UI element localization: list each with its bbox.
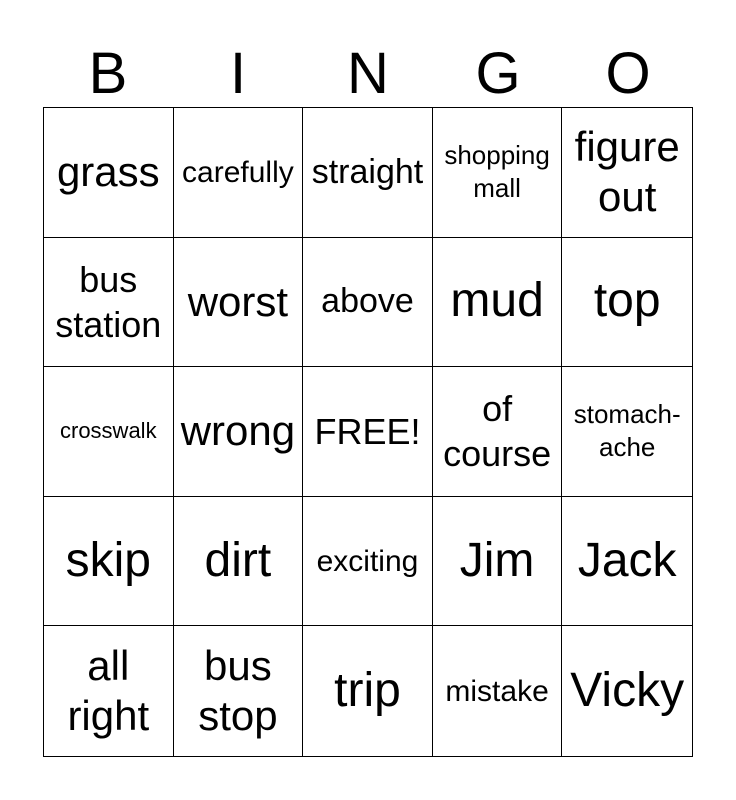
bingo-cell[interactable] — [303, 108, 433, 238]
bingo-cell[interactable] — [44, 626, 174, 756]
bingo-cell[interactable] — [303, 626, 433, 756]
cell-text: straight — [311, 152, 424, 191]
cell-text: Jack — [577, 533, 677, 587]
header-letter-i: I — [229, 41, 247, 106]
cell-text: mud — [450, 274, 544, 328]
cell-text: trip — [334, 663, 401, 717]
bingo-cell[interactable] — [562, 626, 692, 756]
bingo-cell[interactable] — [562, 238, 692, 368]
free-space[interactable] — [303, 367, 433, 497]
bingo-cell[interactable] — [174, 238, 304, 368]
cell-text: worst — [187, 277, 289, 325]
bingo-cell[interactable] — [433, 108, 563, 238]
cell-text: Jim — [459, 533, 535, 587]
cell-text: bus stop — [198, 641, 278, 740]
header-letter-n: N — [347, 41, 389, 106]
bingo-board — [43, 107, 693, 757]
bingo-cell[interactable] — [44, 367, 174, 497]
cell-text: bus station — [55, 258, 162, 345]
cell-text: mistake — [445, 674, 549, 708]
header-letter-b: B — [88, 41, 128, 106]
cell-text: stomach-ache — [573, 398, 681, 463]
cell-text: wrong — [180, 407, 296, 455]
cell-text: FREE! — [314, 410, 421, 452]
cell-text: above — [321, 282, 414, 321]
bingo-cell[interactable] — [174, 108, 304, 238]
bingo-cell[interactable] — [303, 497, 433, 627]
cell-text: skip — [65, 533, 151, 587]
bingo-cell[interactable] — [174, 367, 304, 497]
bingo-cell[interactable] — [433, 238, 563, 368]
cell-text: grass — [56, 148, 160, 196]
bingo-cell[interactable] — [433, 497, 563, 627]
cell-text: shopping mall — [444, 139, 550, 204]
bingo-cell[interactable] — [562, 497, 692, 627]
bingo-cell[interactable] — [303, 238, 433, 368]
cell-text: exciting — [316, 544, 419, 578]
bingo-cell[interactable] — [44, 108, 174, 238]
header-letter-o: O — [605, 41, 651, 106]
cell-text: all right — [67, 641, 150, 740]
cell-text: dirt — [204, 533, 272, 587]
cell-text: figure out — [574, 122, 680, 221]
bingo-cell[interactable] — [433, 367, 563, 497]
bingo-cell[interactable] — [562, 367, 692, 497]
bingo-cell[interactable] — [44, 238, 174, 368]
header-letter-g: G — [475, 41, 521, 106]
bingo-cell[interactable] — [433, 626, 563, 756]
cell-text: crosswalk — [60, 418, 157, 444]
bingo-header — [43, 40, 693, 108]
bingo-cell[interactable] — [174, 497, 304, 627]
cell-text: of course — [443, 388, 552, 475]
cell-text: Vicky — [570, 663, 685, 717]
bingo-cell[interactable] — [44, 497, 174, 627]
bingo-cell[interactable] — [562, 108, 692, 238]
cell-text: top — [593, 274, 661, 328]
bingo-cell[interactable] — [174, 626, 304, 756]
cell-text: carefully — [182, 155, 294, 189]
